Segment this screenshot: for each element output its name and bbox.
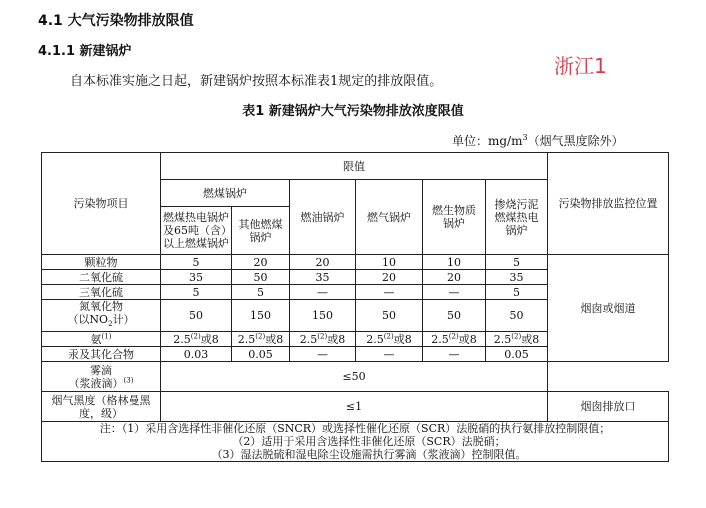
cell: 50 [232, 270, 290, 285]
header-coal: 燃煤锅炉 [161, 180, 290, 207]
row-name: 烟气黑度（格林曼黑度，级） [42, 392, 161, 422]
table-row [42, 362, 669, 392]
cell: 2.5$^{(2)}$或8 [356, 332, 423, 347]
row-name: 二氧化硫 [42, 270, 161, 285]
header-sludge: 掺烧污泥燃煤热电锅炉 [486, 180, 548, 255]
mist-value: ≤50 [161, 362, 548, 392]
cell: — [356, 285, 423, 300]
location-outlet: 烟囱排放口 [548, 392, 669, 422]
note-2: （2）适用于采用含选择性非催化还原（SCR）法脱硝； [232, 435, 506, 449]
header-gas: 燃气锅炉 [356, 180, 423, 255]
table-row [42, 392, 669, 422]
annotation-stamp: 浙江1 [554, 54, 607, 78]
table-notes [42, 422, 669, 462]
note-1: （1）采用含选择性非催化还原（SNCR）或选择性催化还原（SCR）法脱硝的执行氨排放控制限值； [121, 422, 611, 436]
location-flue: 烟囱或烟道 [548, 255, 669, 362]
header-biomass: 燃生物质锅炉 [423, 180, 486, 255]
cell: — [423, 347, 486, 362]
header-coal-other: 其他燃煤锅炉 [232, 207, 290, 255]
header-limit: 限值 [161, 153, 548, 180]
header-coal-power: 燃煤热电锅炉及65吨（含）以上燃煤锅炉 [161, 207, 232, 255]
cell: 35 [290, 270, 356, 285]
cell: 5 [232, 285, 290, 300]
cell: 50 [423, 300, 486, 332]
paragraph: 自本标准实施之日起，新建锅炉按照本标准表1规定的排放限值。 [70, 74, 443, 89]
cell: — [423, 285, 486, 300]
cell: 20 [423, 270, 486, 285]
cell: 0.05 [486, 347, 548, 362]
cell: 2.5$^{(2)}$或8 [161, 332, 232, 347]
table-title: 表1 新建锅炉大气污染物排放浓度限值 [242, 104, 464, 119]
cell: 5 [486, 255, 548, 270]
note-3: （3）湿法脱硫和湿电除尘设施需执行雾滴（浆液滴）控制限值。 [211, 448, 527, 462]
row-name: 氨$^{(1)}$ [42, 332, 161, 347]
subsection-heading: 4.1.1 新建锅炉 [38, 44, 132, 59]
cell: 2.5$^{(2)}$或8 [486, 332, 548, 347]
cell: 20 [232, 255, 290, 270]
cell: 0.03 [161, 347, 232, 362]
emission-limits-table [41, 152, 669, 462]
cell: 5 [486, 285, 548, 300]
cell: — [356, 347, 423, 362]
cell: 20 [290, 255, 356, 270]
cell: 2.5$^{(2)}$或8 [290, 332, 356, 347]
cell: 10 [423, 255, 486, 270]
cell: — [290, 285, 356, 300]
cell: 2.5$^{(2)}$或8 [423, 332, 486, 347]
row-name: 汞及其化合物 [42, 347, 161, 362]
cell: 5 [161, 255, 232, 270]
row-name: 雾滴 （浆液滴）$^{(3)}$ [42, 362, 161, 392]
cell: 150 [232, 300, 290, 332]
unit-label: 单位：$mg/m^3$（烟气黑度除外） [452, 133, 624, 148]
cell: 2.5$^{(2)}$或8 [232, 332, 290, 347]
cell: 150 [290, 300, 356, 332]
cell: 50 [161, 300, 232, 332]
cell: 0.05 [232, 347, 290, 362]
row-name: 氮氧化物 （以$NO_2$计） [42, 300, 161, 332]
notes-label: 注： [99, 422, 122, 436]
cell: 50 [486, 300, 548, 332]
cell: 35 [161, 270, 232, 285]
cell: 35 [486, 270, 548, 285]
table-row [42, 255, 669, 270]
row-name: 颗粒物 [42, 255, 161, 270]
cell: 5 [161, 285, 232, 300]
header-pollutant: 污染物项目 [42, 153, 161, 255]
header-monitor: 污染物排放监控位置 [548, 153, 669, 255]
section-heading: 4.1 大气污染物排放限值 [38, 13, 194, 29]
notes-cell [42, 422, 669, 462]
cell: 10 [356, 255, 423, 270]
cell: 20 [356, 270, 423, 285]
blackness-value: ≤1 [161, 392, 548, 422]
row-name: 三氧化硫 [42, 285, 161, 300]
header-oil: 燃油锅炉 [290, 180, 356, 255]
cell: — [290, 347, 356, 362]
cell: 50 [356, 300, 423, 332]
